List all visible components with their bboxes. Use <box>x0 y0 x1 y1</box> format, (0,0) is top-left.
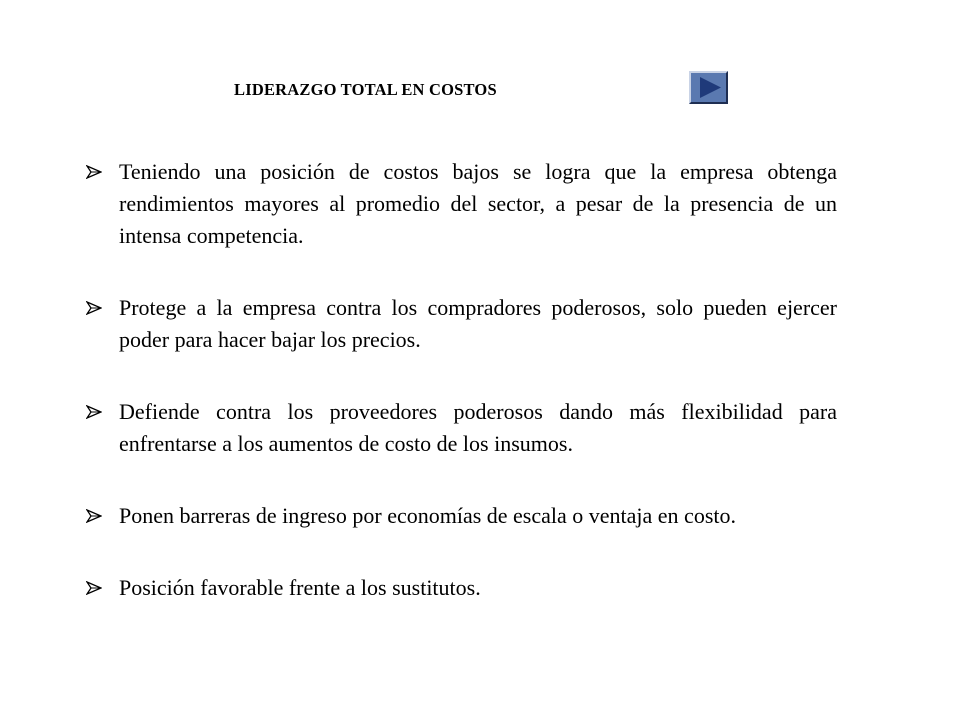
bullet-text: Posición favorable frente a los sustitutos. <box>119 575 481 600</box>
bullet-item <box>86 500 837 532</box>
next-slide-icon <box>691 73 726 102</box>
bullet-item <box>86 156 837 252</box>
bullet-arrow-icon <box>86 509 102 523</box>
bullet-arrow-icon <box>86 581 102 595</box>
bullet-text: Protege a la empresa contra los compradores poderosos, solo pueden ejercer poder para hacer bajar los precios. <box>119 295 837 352</box>
bullet-item <box>86 292 837 356</box>
bullet-item <box>86 572 837 604</box>
next-slide-button[interactable] <box>689 71 728 104</box>
bullet-arrow-icon <box>86 405 102 419</box>
slide-title: LIDERAZGO TOTAL EN COSTOS <box>234 80 497 99</box>
bullet-list <box>86 156 837 604</box>
bullet-text: Ponen barreras de ingreso por economías de escala o ventaja en costo. <box>119 503 736 528</box>
bullet-text: Teniendo una posición de costos bajos se logra que la empresa obtenga rendimientos mayores al promedio del sector, a pesar de la presencia de un intensa competencia. <box>119 159 837 248</box>
bullet-arrow-icon <box>86 301 102 315</box>
bullet-text: Defiende contra los proveedores poderosos dando más flexibilidad para enfrentarse a los aumentos de costo de los insumos. <box>119 399 837 456</box>
bullet-item <box>86 396 837 460</box>
bullet-arrow-icon <box>86 165 102 179</box>
